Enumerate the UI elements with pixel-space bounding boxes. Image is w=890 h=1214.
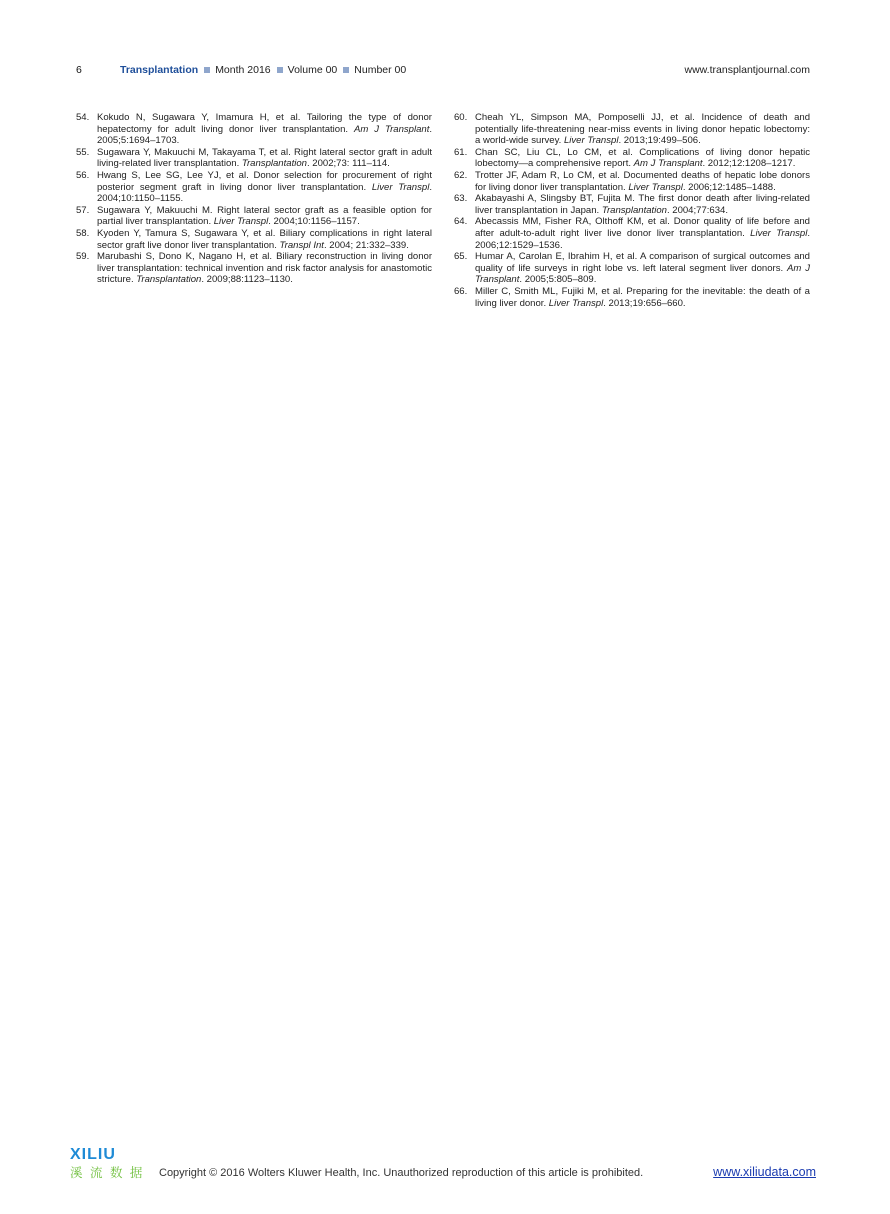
reference-journal: Am J Transplant bbox=[475, 262, 811, 286]
reference-item bbox=[454, 286, 810, 309]
logo-chinese-text: 溪 流 数 据 bbox=[70, 1166, 145, 1180]
copyright-notice: Copyright © 2016 Wolters Kluwer Health, Inc. Unauthorized reproduction of this article is prohibited. bbox=[159, 1167, 644, 1179]
reference-text: Kokudo N, Sugawara Y, Imamura H, et al. Tailoring the type of donor hepatectomy for adult living donor liver transplantation. bbox=[97, 112, 432, 135]
reference-number: 60. bbox=[454, 112, 468, 123]
reference-citation: . 2004;10:1156–1157. bbox=[268, 216, 360, 228]
logo-latin-text: XILIU bbox=[70, 1146, 116, 1163]
reference-number: 66. bbox=[454, 285, 468, 297]
references-right-column bbox=[454, 112, 810, 309]
separator-square-icon bbox=[204, 67, 210, 73]
reference-item bbox=[454, 147, 810, 170]
reference-number: 55. bbox=[76, 146, 90, 158]
reference-text: Cheah YL, Simpson MA, Pomposelli JJ, et al. Incidence of death and potentially life-threatening near-miss events in living donor hepatic lobectomy: a world-wide survey. bbox=[475, 112, 810, 147]
reference-citation: . 2005;5:805–809. bbox=[519, 274, 597, 286]
reference-number: 62. bbox=[454, 169, 468, 181]
reference-citation: . 2002;73: 111–114. bbox=[306, 158, 390, 170]
reference-item bbox=[76, 251, 432, 286]
reference-item bbox=[76, 170, 432, 205]
reference-text: Miller C, Smith ML, Fujiki M, et al. Preparing for the inevitable: the death of a living liver donor. bbox=[475, 285, 810, 309]
reference-journal: Liver Transpl bbox=[628, 181, 683, 193]
reference-text: Abecassis MM, Fisher RA, Olthoff KM, et al. Donor quality of life before and after adult-to-adult right liver live donor liver transplantation. bbox=[475, 216, 810, 239]
reference-citation: . 2005;5:1694–1703. bbox=[97, 123, 433, 147]
reference-number: 64. bbox=[454, 216, 468, 228]
reference-citation: . 2006;12:1485–1488. bbox=[682, 181, 776, 193]
reference-journal: Transplantation bbox=[241, 158, 307, 170]
reference-journal: Am J Transplant bbox=[354, 123, 430, 135]
reference-text: Hwang S, Lee SG, Lee YJ, et al. Donor selection for procurement of right posterior segment graft in living donor liver transplantation. bbox=[97, 169, 432, 193]
reference-number: 56. bbox=[76, 169, 90, 181]
running-header bbox=[76, 63, 810, 77]
reference-text: Kyoden Y, Tamura S, Sugawara Y, et al. Biliary complications in right lateral sector graft live donor liver transplantation. bbox=[97, 227, 432, 251]
reference-journal: Transplantation bbox=[601, 204, 667, 216]
reference-text: Chan SC, Liu CL, Lo CM, et al. Complications of living donor hepatic lobectomy—a comprehensive report. bbox=[475, 146, 810, 170]
page-footer bbox=[70, 1146, 820, 1186]
reference-citation: . 2013;19:656–660. bbox=[603, 297, 686, 309]
reference-number: 57. bbox=[76, 204, 90, 216]
reference-text: Sugawara Y, Makuuchi M, Takayama T, et al. Right lateral sector graft in adult living-related liver transplantation. bbox=[97, 146, 432, 170]
xiliudata-link[interactable]: www.xiliudata.com bbox=[713, 1165, 816, 1179]
reference-citation: . 2004;77:634. bbox=[666, 204, 729, 216]
reference-item bbox=[454, 251, 810, 286]
issue-month: Month 2016 bbox=[215, 64, 271, 76]
reference-text: Humar A, Carolan E, Ibrahim H, et al. A comparison of surgical outcomes and quality of life surveys in right lobe vs. left lateral segment liver donors. bbox=[475, 251, 810, 274]
issue-number: Number 00 bbox=[354, 64, 407, 76]
reference-journal: Liver Transpl bbox=[213, 216, 269, 228]
reference-citation: . 2004;10:1150–1155. bbox=[97, 181, 432, 205]
reference-citation: . 2006;12:1529–1536. bbox=[475, 227, 810, 251]
journal-name: Transplantation bbox=[120, 64, 199, 76]
reference-journal: Transpl Int bbox=[279, 239, 324, 251]
reference-text: Trotter JF, Adam R, Lo CM, et al. Documented deaths of hepatic lobe donors for living donor liver transplantation. bbox=[475, 169, 810, 193]
issue-volume: Volume 00 bbox=[287, 64, 338, 76]
reference-item bbox=[454, 216, 810, 251]
reference-number: 65. bbox=[454, 251, 468, 263]
reference-citation: . 2004; 21:332–339. bbox=[323, 239, 409, 251]
reference-journal: Transplantation bbox=[136, 274, 202, 286]
page-number: 6 bbox=[76, 64, 82, 76]
reference-citation: . 2009;88:1123–1130. bbox=[201, 274, 293, 286]
reference-number: 58. bbox=[76, 227, 90, 239]
reference-journal: Liver Transpl bbox=[548, 297, 604, 309]
reference-item bbox=[454, 193, 810, 216]
journal-info bbox=[120, 63, 406, 77]
reference-journal: Liver Transpl bbox=[750, 227, 808, 239]
reference-item bbox=[76, 228, 432, 251]
reference-number: 61. bbox=[454, 146, 468, 158]
reference-item bbox=[76, 147, 432, 170]
reference-item bbox=[454, 170, 810, 193]
reference-text: Marubashi S, Dono K, Nagano H, et al. Biliary reconstruction in living donor liver transplantation: technical invention and risk factor analysis for anastomotic stricture. bbox=[97, 251, 432, 286]
separator-square-icon bbox=[277, 67, 283, 73]
xiliu-logo bbox=[70, 1146, 156, 1184]
reference-citation: . 2013;19:499–506. bbox=[618, 135, 701, 147]
reference-number: 63. bbox=[454, 193, 468, 205]
separator-square-icon bbox=[343, 67, 349, 73]
reference-item bbox=[76, 205, 432, 228]
reference-item bbox=[76, 112, 432, 147]
reference-number: 59. bbox=[76, 251, 90, 263]
reference-citation: . 2012;12:1208–1217. bbox=[702, 158, 796, 170]
reference-journal: Liver Transpl bbox=[563, 135, 619, 147]
reference-number: 54. bbox=[76, 112, 90, 123]
reference-journal: Am J Transplant bbox=[633, 158, 703, 170]
reference-journal: Liver Transpl bbox=[371, 181, 430, 193]
reference-text: Akabayashi A, Slingsby BT, Fujita M. The first donor death after living-related liver transplantation in Japan. bbox=[475, 193, 810, 216]
references-left-column bbox=[76, 112, 432, 286]
reference-text: Sugawara Y, Makuuchi M. Right lateral sector graft as a feasible option for partial liver transplantation. bbox=[97, 204, 432, 228]
reference-item bbox=[454, 112, 810, 147]
journal-url[interactable]: www.transplantjournal.com bbox=[684, 64, 810, 76]
